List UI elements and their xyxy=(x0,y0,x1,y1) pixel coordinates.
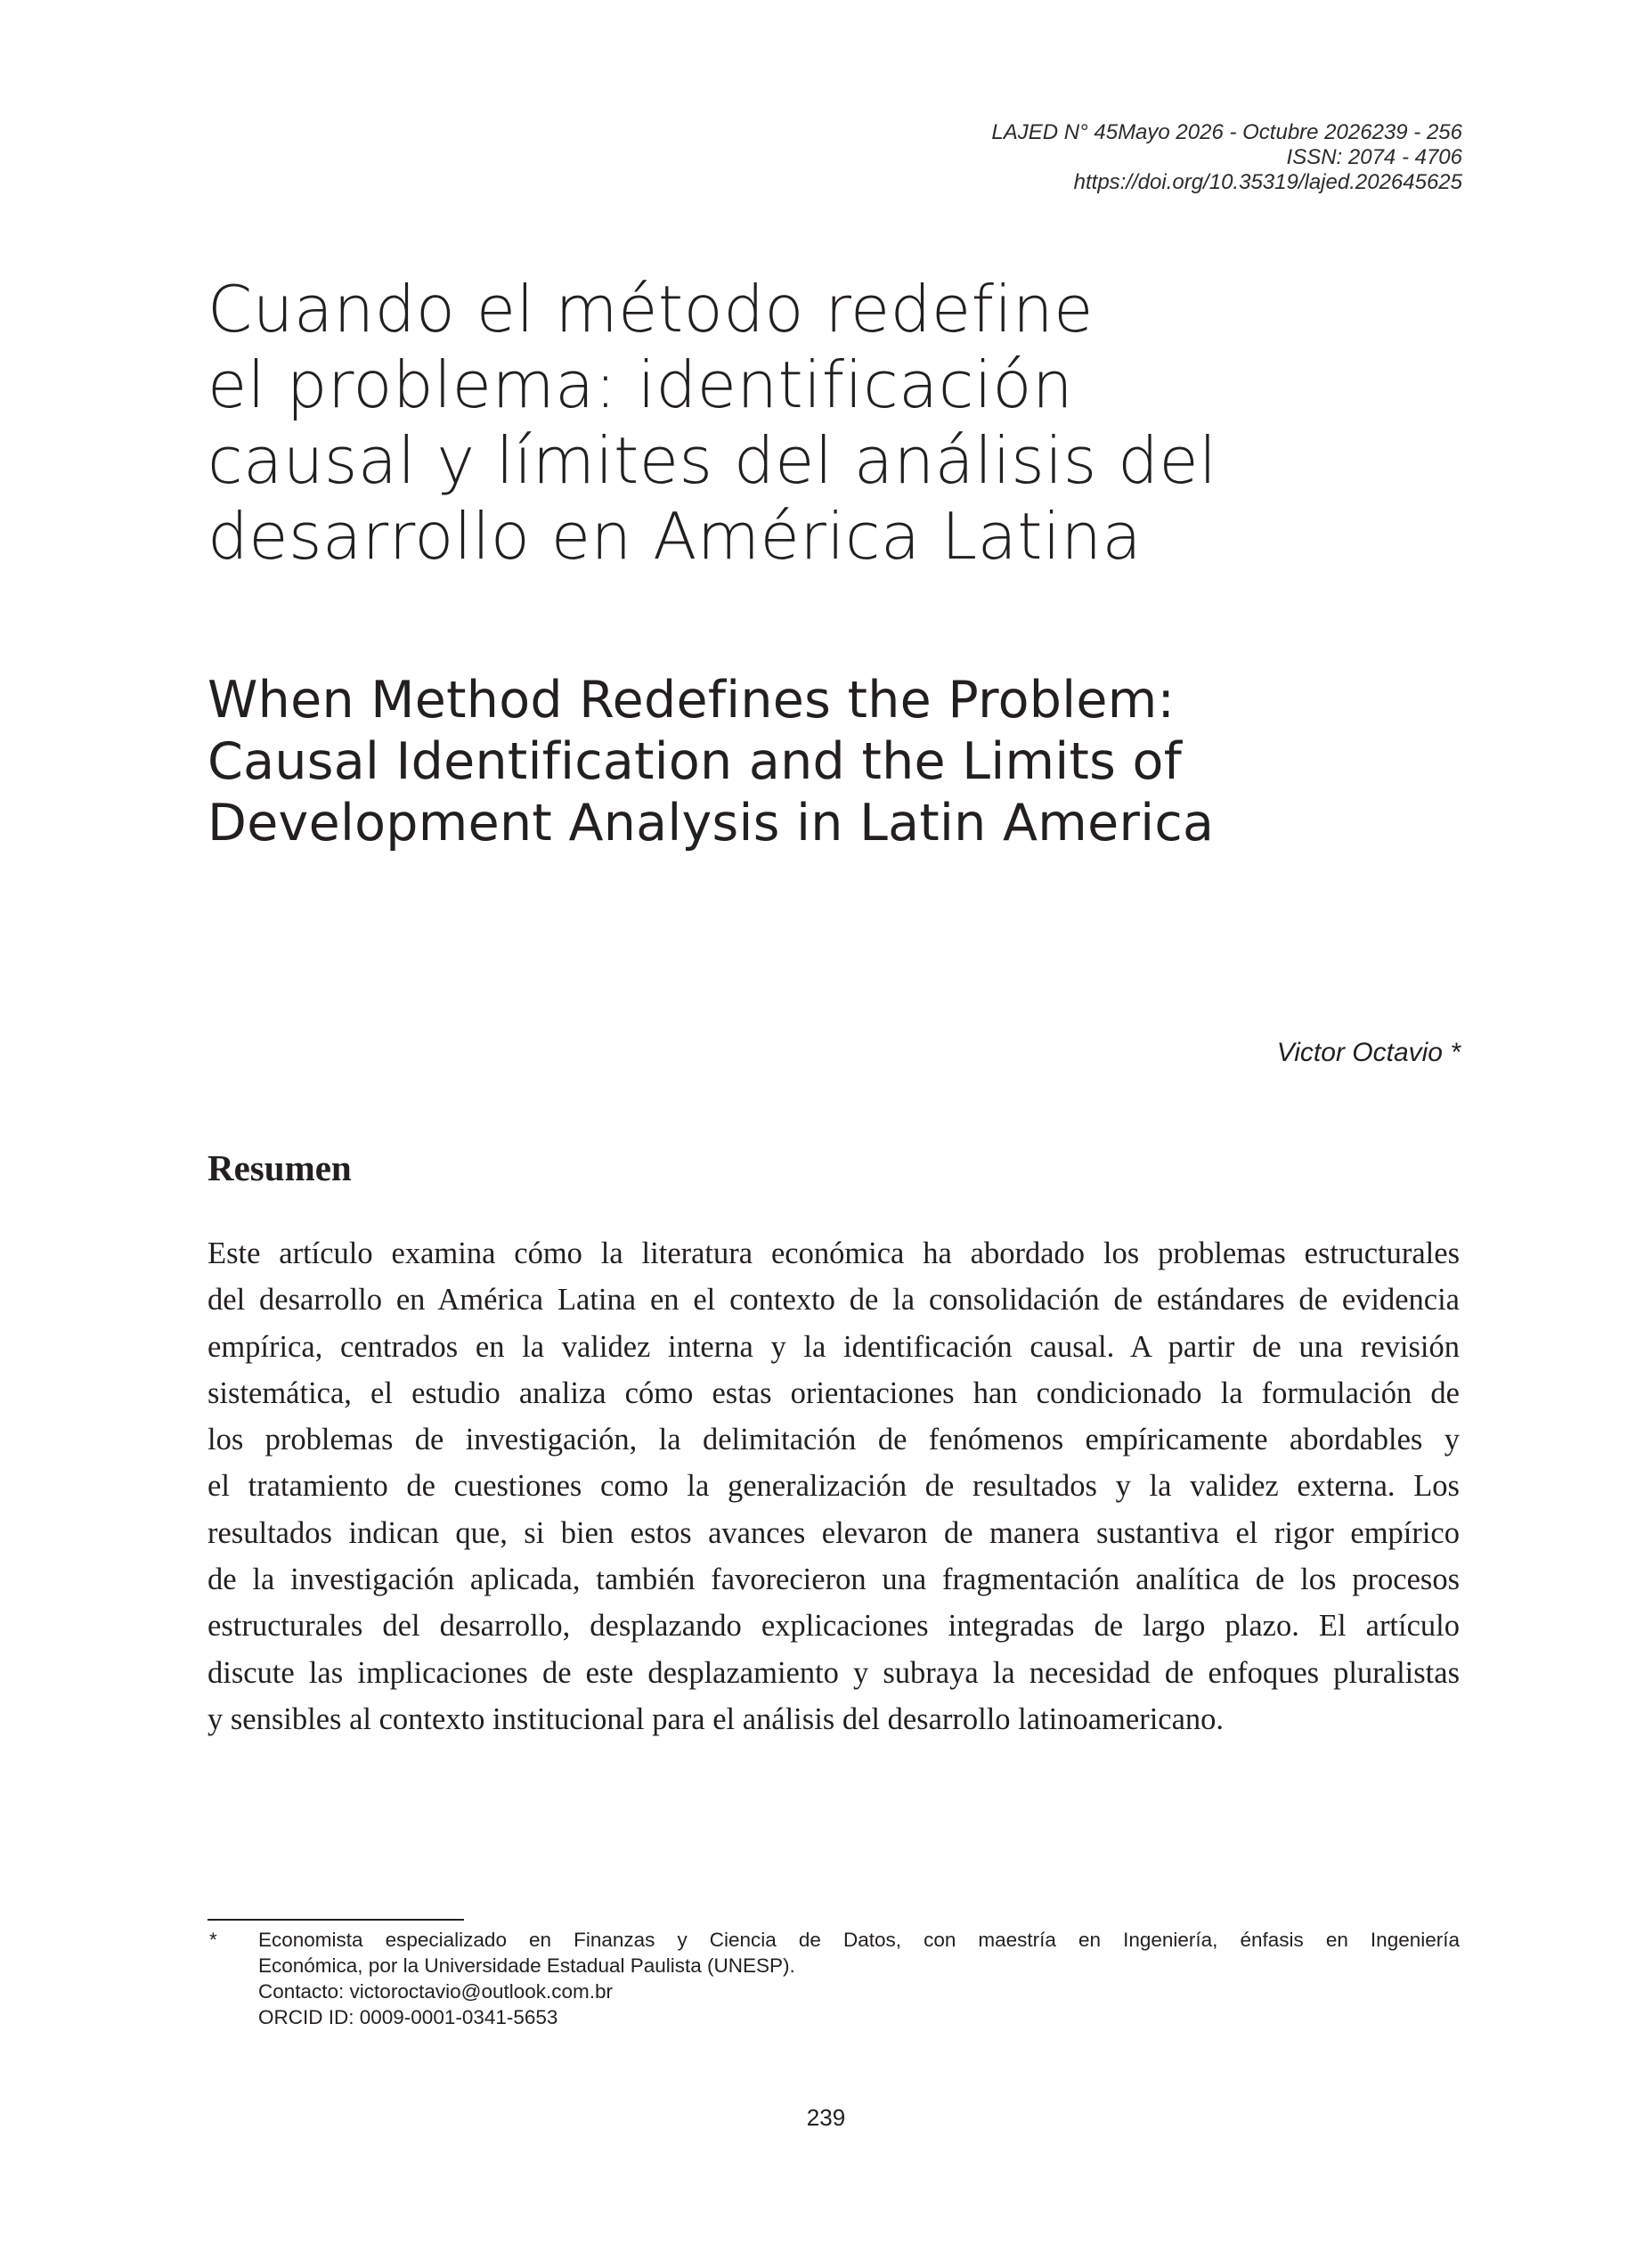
abstract-line: y sensibles al contexto institucional para el análisis del desarrollo latinoamericano. xyxy=(208,1701,1225,1736)
footnote-orcid: ORCID ID: 0009-0001-0341-5653 xyxy=(258,2006,558,2028)
abstract-line: de la investigación aplicada, también favorecieron una fragmentación analítica de los procesos xyxy=(208,1563,1460,1597)
abstract-line: discute las implicaciones de este desplazamiento y subraya la necesidad de enfoques pluralistas xyxy=(208,1655,1460,1690)
footnote-marker: * xyxy=(209,1929,217,1951)
title-es-line: Cuando el método redefine xyxy=(208,272,1094,347)
journal-doi[interactable]: https://doi.org/10.35319/lajed.202645625 xyxy=(1073,170,1462,194)
abstract-body xyxy=(208,1230,1460,1742)
footnote-contact[interactable]: Contacto: victoroctavio@outlook.com.br xyxy=(258,1980,614,2003)
abstract-heading: Resumen xyxy=(208,1147,352,1188)
title-en-line: Development Analysis in Latin America xyxy=(208,794,1215,853)
journal-header xyxy=(991,120,1462,195)
abstract-line: resultados indican que, si bien estos avances elevaron de manera sustantiva el rigor empírico xyxy=(208,1515,1460,1550)
abstract-line: el tratamiento de cuestiones como la generalización de resultados y la validez externa. Los xyxy=(208,1469,1460,1504)
abstract-line: estructurales del desarrollo, desplazando explicaciones integradas de largo plazo. El artículo xyxy=(208,1609,1460,1644)
title-spanish xyxy=(208,272,1454,575)
abstract-line: empírica, centrados en la validez interna y la identificación causal. A partir de una revisión xyxy=(208,1329,1460,1364)
title-es-line: el problema: identificación xyxy=(208,347,1074,422)
journal-period: Mayo 2026 - Octubre 2026 xyxy=(1118,120,1372,144)
abstract-line: los problemas de investigación, la delimitación de fenómenos empíricamente abordables y xyxy=(208,1423,1460,1457)
abstract-line: del desarrollo en América Latina en el contexto de la consolidación de estándares de evidencia xyxy=(208,1283,1460,1318)
journal-issue-line xyxy=(991,120,1462,145)
title-en-line: When Method Redefines the Problem: xyxy=(208,671,1176,730)
abstract-line: Este artículo examina cómo la literatura económica ha abordado los problemas estructurales xyxy=(208,1236,1460,1270)
title-es-line: desarrollo en América Latina xyxy=(208,499,1143,574)
abstract-line: sistemática, el estudio analiza cómo estas orientaciones han condicionado la formulación de xyxy=(208,1375,1460,1410)
journal-name: LAJED N° 45 xyxy=(991,120,1119,144)
page-number: 239 xyxy=(806,2104,846,2131)
journal-issn: ISSN: 2074 - 4706 xyxy=(1286,145,1462,169)
title-es-line: causal y límites del análisis del xyxy=(208,423,1217,498)
footnote-affiliation-line: Económica, por la Universidade Estadual Paulista (UNESP). xyxy=(258,1954,795,1977)
author-name: Victor Octavio * xyxy=(1276,1038,1461,1067)
title-english xyxy=(208,670,1454,854)
title-en-line: Causal Identification and the Limits of xyxy=(208,732,1183,791)
footnote-divider xyxy=(208,1919,464,1921)
journal-pages: 239 - 256 xyxy=(1371,120,1462,144)
author-footnote xyxy=(208,1927,1460,2030)
footnote-affiliation-line: Economista especializado en Finanzas y Ciencia de Datos, con maestría en Ingeniería, énfasis en Ingeniería xyxy=(258,1929,1460,1951)
